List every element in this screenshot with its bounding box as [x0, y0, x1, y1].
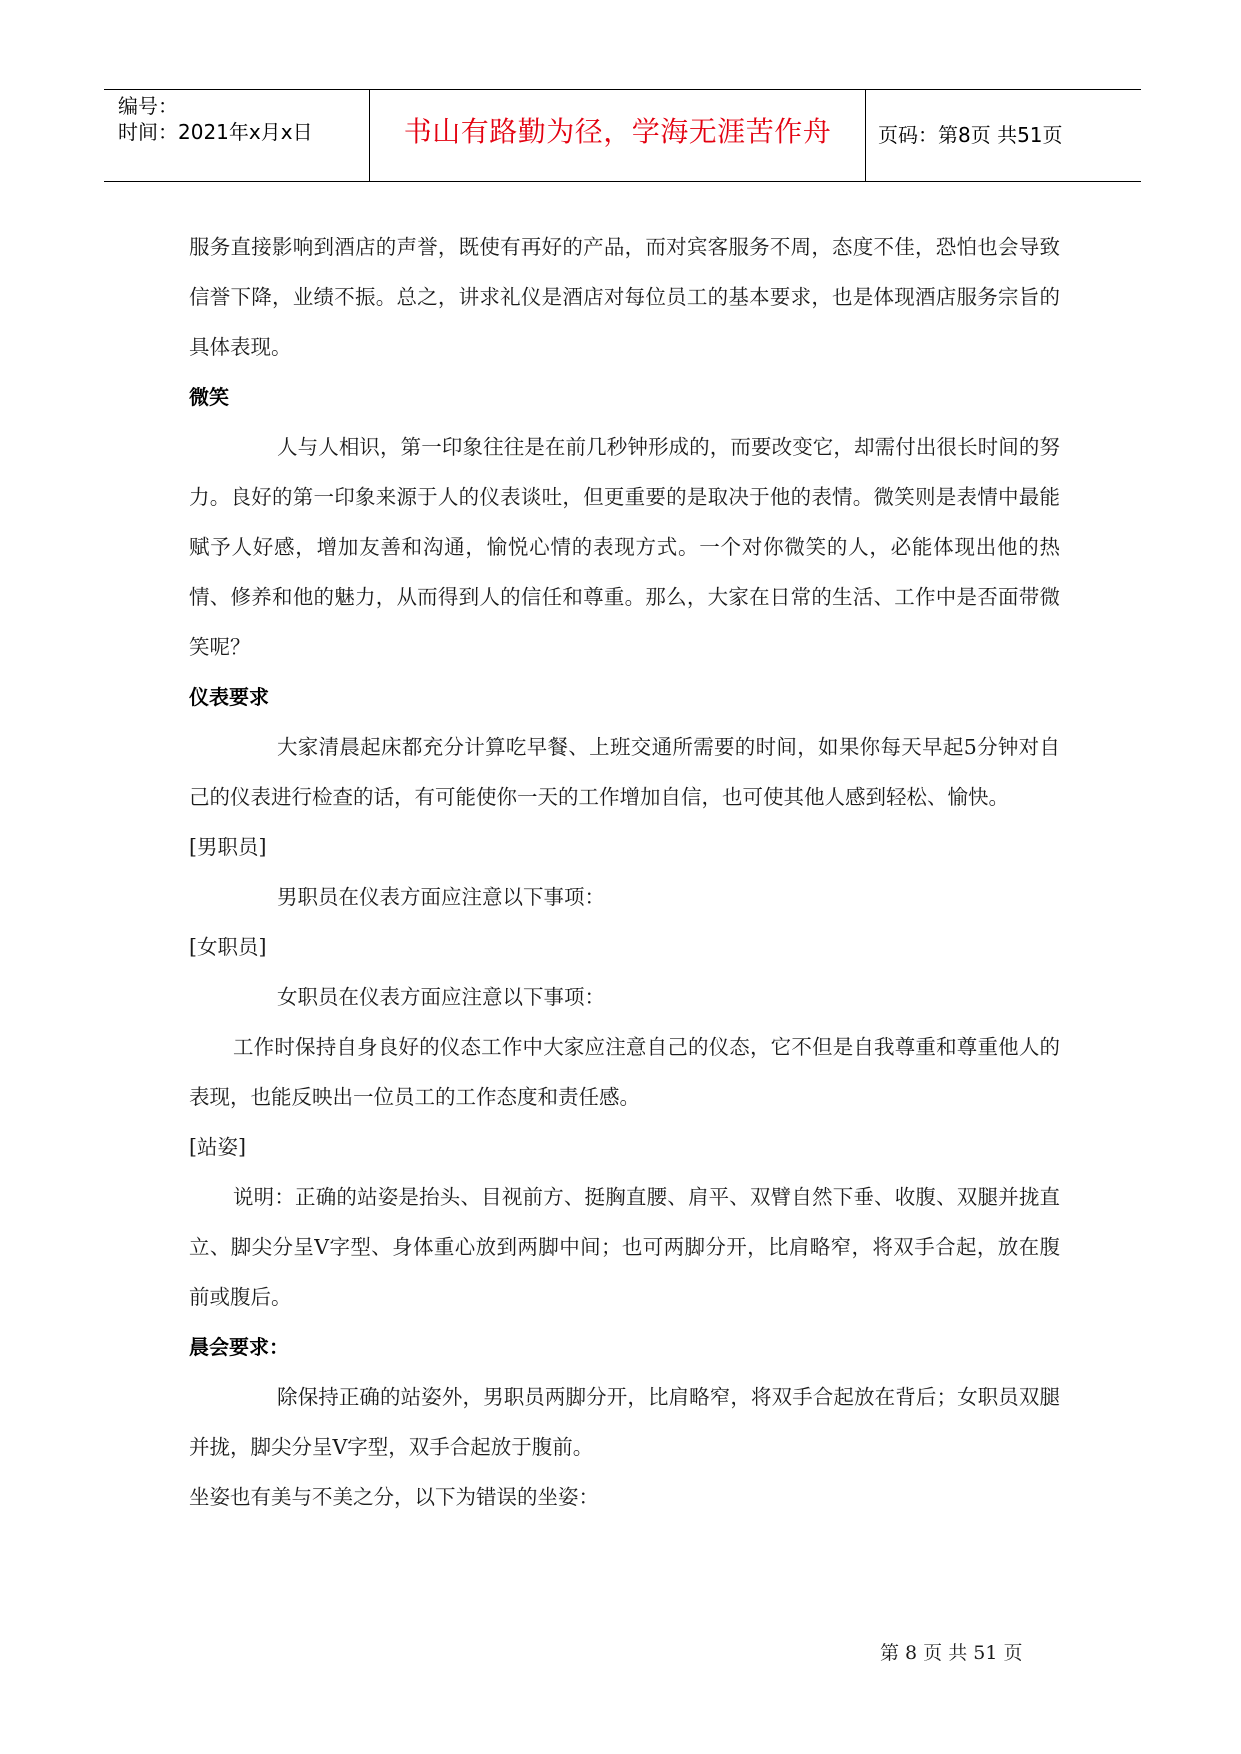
heading-morning-meeting: 晨会要求：: [189, 1335, 289, 1359]
motto: 书山有路勤为径，学海无涯苦作舟: [403, 115, 832, 148]
paragraph-female-staff: 女职员在仪表方面应注意以下事项：: [277, 985, 605, 1009]
paragraph-smile: 人与人相识，第一印象往往是在前几秒钟形成的，而要改变它，却需付出很长时间的努力。良好的第一印象来源于人的仪表谈吐，但更重要的是取决于他的表情。微笑则是表情中最能赋予人好感，增加友善和沟通，愉悦心情的表现方式。一个对你微笑的人，必能体现出他的热情、修养和他的魅力，从而得到人的信任和尊重。那么，大家在日常的生活、工作中是否面带微笑呢？: [189, 435, 1060, 659]
page-header: [104, 89, 1141, 182]
page-footer: 第 8 页 共 51 页: [880, 1642, 1023, 1664]
label-female-staff: [女职员]: [189, 935, 267, 959]
heading-smile: 微笑: [189, 385, 229, 409]
heading-appearance: 仪表要求: [189, 685, 269, 709]
paragraph-morning-meeting: 除保持正确的站姿外，男职员两脚分开，比肩略窄，将双手合起放在背后；女职员双腿并拢，脚尖分呈V字型，双手合起放于腹前。: [189, 1385, 1060, 1459]
header-motto-cell: [370, 90, 866, 181]
document-body: [189, 222, 1060, 1522]
label-standing: [站姿]: [189, 1135, 246, 1159]
paragraph-appearance: 大家清晨起床都充分计算吃早餐、上班交通所需要的时间，如果你每天早起5分钟对自己的仪表进行检查的话，有可能使你一天的工作增加自信，也可使其他人感到轻松、愉快。: [189, 735, 1060, 809]
header-meta-cell: [104, 90, 370, 181]
header-page-cell: [866, 90, 1141, 181]
paragraph-male-staff: 男职员在仪表方面应注意以下事项：: [277, 885, 605, 909]
number-label: 编号：: [118, 94, 178, 118]
paragraph-service: 服务直接影响到酒店的声誉，既使有再好的产品，而对宾客服务不周，态度不佳，恐怕也会导致信誉下降，业绩不振。总之，讲求礼仪是酒店对每位员工的基本要求，也是体现酒店服务宗旨的具体表现。: [189, 235, 1060, 359]
page-info: 页码：第8页 共51页: [878, 123, 1063, 147]
label-male-staff: [男职员]: [189, 835, 267, 859]
paragraph-standing: 说明：正确的站姿是抬头、目视前方、挺胸直腰、肩平、双臂自然下垂、收腹、双腿并拢直立、脚尖分呈V字型、身体重心放到两脚中间；也可两脚分开，比肩略窄，将双手合起，放在腹前或腹后。: [189, 1185, 1060, 1309]
paragraph-sitting: 坐姿也有美与不美之分，以下为错误的坐姿：: [189, 1485, 599, 1509]
time-label: 时间：2021年x月x日: [118, 120, 313, 144]
paragraph-posture: 工作时保持自身良好的仪态工作中大家应注意自己的仪态，它不但是自我尊重和尊重他人的表现，也能反映出一位员工的工作态度和责任感。: [189, 1035, 1060, 1109]
